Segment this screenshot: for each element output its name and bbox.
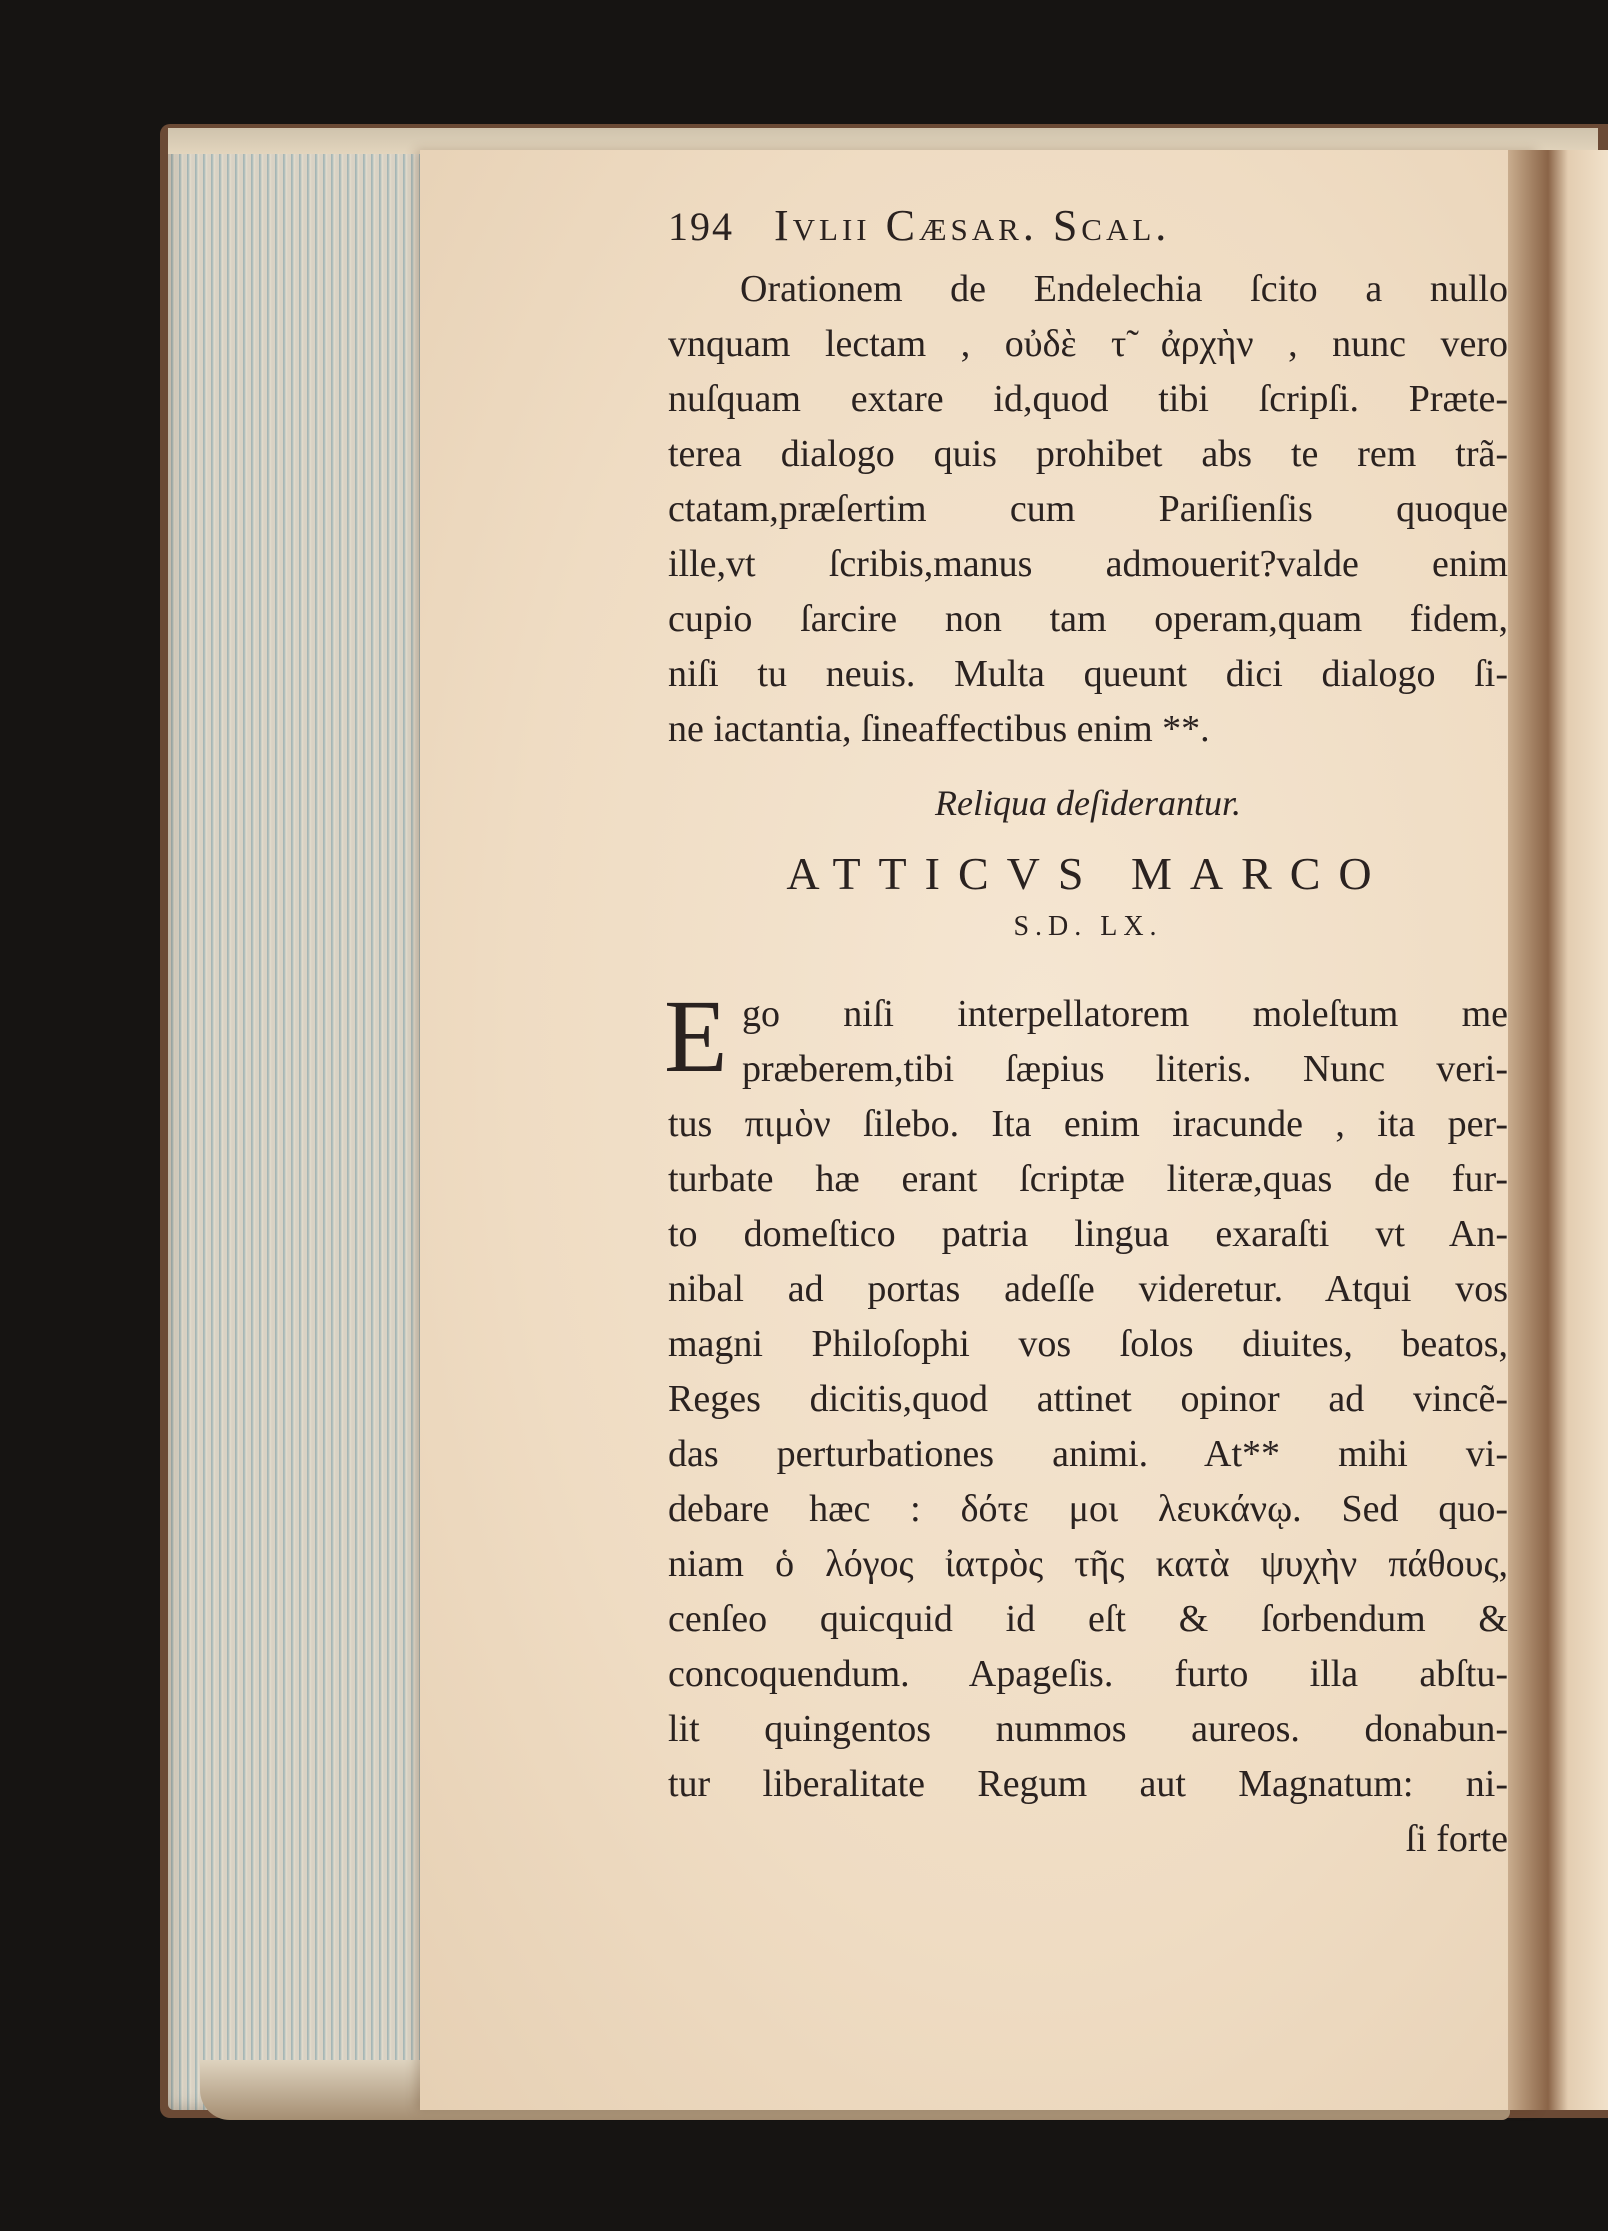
reliqua-note: Reliqua deſiderantur.: [935, 783, 1241, 823]
text-line: tus πιμὸν ſilebo. Ita enim iracunde , ita per-: [668, 1103, 1508, 1145]
text-line: ille,vt ſcribis,manus admouerit?valde enim: [668, 543, 1508, 585]
text-line: tur liberalitate Regum aut Magnatum: ni-: [668, 1763, 1508, 1805]
text-line: præberem,tibi ſæpius literis. Nunc veri-: [742, 1048, 1508, 1090]
text-line: nuſquam extare id,quod tibi ſcripſi. Præte-: [668, 378, 1508, 420]
text-line: to domeſtico patria lingua exaraſti vt An-: [668, 1213, 1508, 1255]
text-line: Reges dicitis,quod attinet opinor ad vincẽ-: [668, 1378, 1508, 1420]
paragraph-2: [664, 979, 1508, 1867]
letter-subtitle: S.D. LX.: [1013, 911, 1163, 942]
text-line: terea dialogo quis prohibet abs te rem trã-: [668, 433, 1508, 475]
text-line: concoquendum. Apageſis. furto illa abſtu-: [668, 1653, 1508, 1695]
paragraph-1: [668, 262, 1508, 757]
page-edges: [168, 130, 438, 2110]
text-line: das perturbationes animi. At** mihi vi-: [668, 1433, 1508, 1475]
text-line: turbate hæ erant ſcriptæ literæ,quas de fur-: [668, 1158, 1508, 1200]
running-head: Ivlii Cæsar. Scal.: [774, 201, 1171, 250]
text-line: Orationem de Endelechia ſcito a nullo: [740, 268, 1508, 310]
page-number: 194: [668, 204, 734, 249]
text-line: lit quingentos nummos aureos. donabun-: [668, 1708, 1508, 1750]
letter-title: ATTICVS MARCO: [786, 848, 1390, 899]
text-line: vnquam lectam , οὐδὲ τ̃ ἀρχὴν , nunc vero: [668, 323, 1508, 365]
text-line: cupio ſarcire non tam operam,quam fidem,: [668, 598, 1508, 640]
page-header: [668, 200, 1508, 262]
text-line: cenſeo quicquid id eſt & ſorbendum &: [668, 1598, 1508, 1640]
text-line: ne iactantia, ſineaffectibus enim **.: [668, 708, 1210, 750]
text-line: go niſi interpellatorem moleſtum me: [742, 993, 1508, 1035]
text-line: niſi tu neuis. Multa queunt dici dialogo ſi-: [668, 653, 1508, 695]
text-line: magni Philoſophi vos ſolos diuites, beatos,: [668, 1323, 1508, 1365]
catchword: ſi forte: [1405, 1818, 1508, 1860]
page-text: [664, 200, 1508, 1867]
drop-cap: E: [664, 979, 728, 1094]
text-line: ctatam,præſertim cum Pariſienſis quoque: [668, 488, 1508, 530]
text-line: nibal ad portas adeſſe videretur. Atqui vos: [668, 1268, 1508, 1310]
text-line: niam ὁ λόγος ἰατρὸς τῆς κατὰ ψυχὴν πάθους,: [668, 1543, 1508, 1585]
book-gutter: [1508, 150, 1608, 2110]
text-line: debare hæc : δότε μοι λευκάνῳ. Sed quo-: [668, 1488, 1508, 1530]
